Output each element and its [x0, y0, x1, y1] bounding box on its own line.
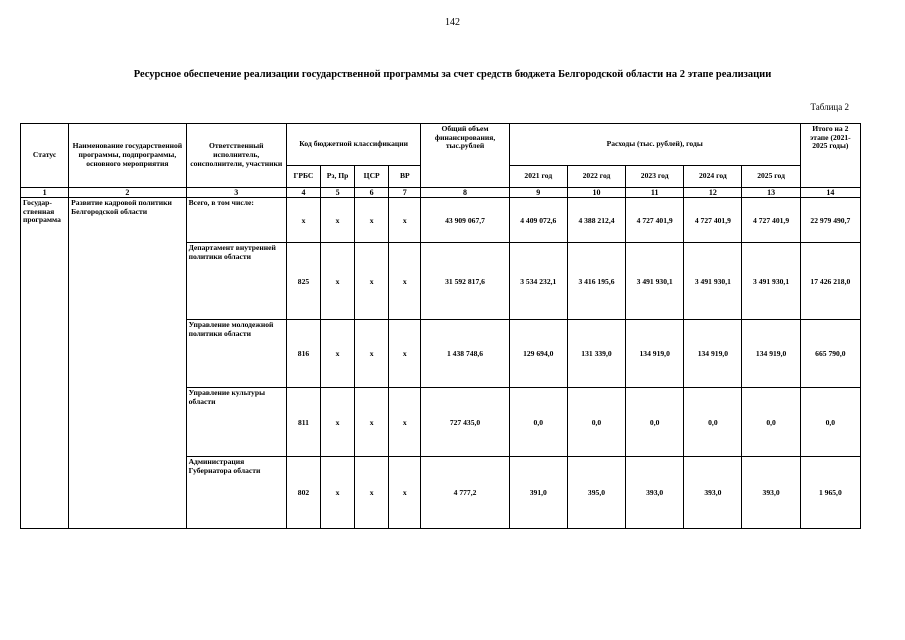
y2021-cell: 129 694,0: [509, 320, 567, 388]
y2023-cell: 134 919,0: [626, 320, 684, 388]
y2023-cell: 4 727 401,9: [626, 198, 684, 243]
y2023-cell: 3 491 930,1: [626, 243, 684, 320]
y2021-cell: 0,0: [509, 388, 567, 457]
column-number: 10: [567, 188, 625, 198]
y2024-cell: 4 727 401,9: [684, 198, 742, 243]
header-vr: ВР: [389, 166, 421, 188]
document-title: Ресурсное обеспечение реализации государственной программы за счет средств бюджета Белгородской области на 2 этапе реализации: [133, 69, 772, 80]
header-stage-total: Итого на 2 этапе (2021-2025 годы): [800, 124, 860, 188]
column-number: 7: [389, 188, 421, 198]
vr-cell: x: [389, 388, 421, 457]
column-number: 1: [21, 188, 69, 198]
vr-cell: x: [389, 457, 421, 529]
y2024-cell: 134 919,0: [684, 320, 742, 388]
column-number: 5: [321, 188, 355, 198]
csr-cell: x: [355, 457, 389, 529]
column-number: 11: [626, 188, 684, 198]
header-total: Общий объем финансирования, тыс.рублей: [421, 124, 509, 188]
total-cell: 4 777,2: [421, 457, 509, 529]
y2022-cell: 3 416 195,6: [567, 243, 625, 320]
column-number: 9: [509, 188, 567, 198]
header-2024: 2024 год: [684, 166, 742, 188]
program-status: Государ-ственная программа: [21, 198, 69, 529]
total-cell: 43 909 067,7: [421, 198, 509, 243]
column-number: 12: [684, 188, 742, 198]
executor-cell: Управление молодежной политики области: [186, 320, 286, 388]
header-executor: Ответственный исполнитель, соисполнители, участники: [186, 124, 286, 188]
grbs-cell: x: [286, 198, 320, 243]
column-number: 6: [355, 188, 389, 198]
y2022-cell: 131 339,0: [567, 320, 625, 388]
table-row: [21, 198, 861, 243]
rzpr-cell: x: [321, 198, 355, 243]
header-budget-code: Код бюджетной классификации: [286, 124, 420, 166]
header-2023: 2023 год: [626, 166, 684, 188]
y2024-cell: 0,0: [684, 388, 742, 457]
executor-cell: Всего, в том числе:: [186, 198, 286, 243]
total-cell: 727 435,0: [421, 388, 509, 457]
y2025-cell: 0,0: [742, 388, 800, 457]
program-name: Развитие кадровой политики Белгородской области: [69, 198, 186, 529]
csr-cell: x: [355, 320, 389, 388]
y2021-cell: 4 409 072,6: [509, 198, 567, 243]
header-expenses: Расходы (тыс. рублей), годы: [509, 124, 800, 166]
column-number: 8: [421, 188, 509, 198]
y2021-cell: 3 534 232,1: [509, 243, 567, 320]
header-name: Наименование государственной программы, подпрограммы, основного мероприятия: [69, 124, 186, 188]
y2025-cell: 4 727 401,9: [742, 198, 800, 243]
grbs-cell: 825: [286, 243, 320, 320]
rzpr-cell: x: [321, 457, 355, 529]
stage-total-cell: 1 965,0: [800, 457, 860, 529]
csr-cell: x: [355, 198, 389, 243]
header-grbs: ГРБС: [286, 166, 320, 188]
stage-total-cell: 665 790,0: [800, 320, 860, 388]
header-2021: 2021 год: [509, 166, 567, 188]
rzpr-cell: x: [321, 243, 355, 320]
y2022-cell: 4 388 212,4: [567, 198, 625, 243]
y2023-cell: 0,0: [626, 388, 684, 457]
header-2025: 2025 год: [742, 166, 800, 188]
column-number: 14: [800, 188, 860, 198]
rzpr-cell: x: [321, 320, 355, 388]
y2025-cell: 134 919,0: [742, 320, 800, 388]
y2022-cell: 0,0: [567, 388, 625, 457]
total-cell: 1 438 748,6: [421, 320, 509, 388]
y2024-cell: 393,0: [684, 457, 742, 529]
stage-total-cell: 0,0: [800, 388, 860, 457]
column-number: 13: [742, 188, 800, 198]
stage-total-cell: 22 979 490,7: [800, 198, 860, 243]
y2025-cell: 3 491 930,1: [742, 243, 800, 320]
csr-cell: x: [355, 388, 389, 457]
vr-cell: x: [389, 320, 421, 388]
column-number: 3: [186, 188, 286, 198]
y2022-cell: 395,0: [567, 457, 625, 529]
executor-cell: Администрация Губернатора области: [186, 457, 286, 529]
y2023-cell: 393,0: [626, 457, 684, 529]
grbs-cell: 811: [286, 388, 320, 457]
page-number: 142: [445, 17, 460, 28]
y2024-cell: 3 491 930,1: [684, 243, 742, 320]
column-number: 2: [69, 188, 186, 198]
header-rzpr: Рз, Пр: [321, 166, 355, 188]
y2021-cell: 391,0: [509, 457, 567, 529]
y2025-cell: 393,0: [742, 457, 800, 529]
vr-cell: x: [389, 243, 421, 320]
grbs-cell: 816: [286, 320, 320, 388]
executor-cell: Управление культуры области: [186, 388, 286, 457]
executor-cell: Департамент внутренней политики области: [186, 243, 286, 320]
header-status: Статус: [21, 124, 69, 188]
table-label: Таблица 2: [810, 102, 849, 112]
total-cell: 31 592 817,6: [421, 243, 509, 320]
header-2022: 2022 год: [567, 166, 625, 188]
column-number: 4: [286, 188, 320, 198]
csr-cell: x: [355, 243, 389, 320]
stage-total-cell: 17 426 218,0: [800, 243, 860, 320]
budget-table: [20, 123, 861, 529]
header-csr: ЦСР: [355, 166, 389, 188]
rzpr-cell: x: [321, 388, 355, 457]
vr-cell: x: [389, 198, 421, 243]
grbs-cell: 802: [286, 457, 320, 529]
